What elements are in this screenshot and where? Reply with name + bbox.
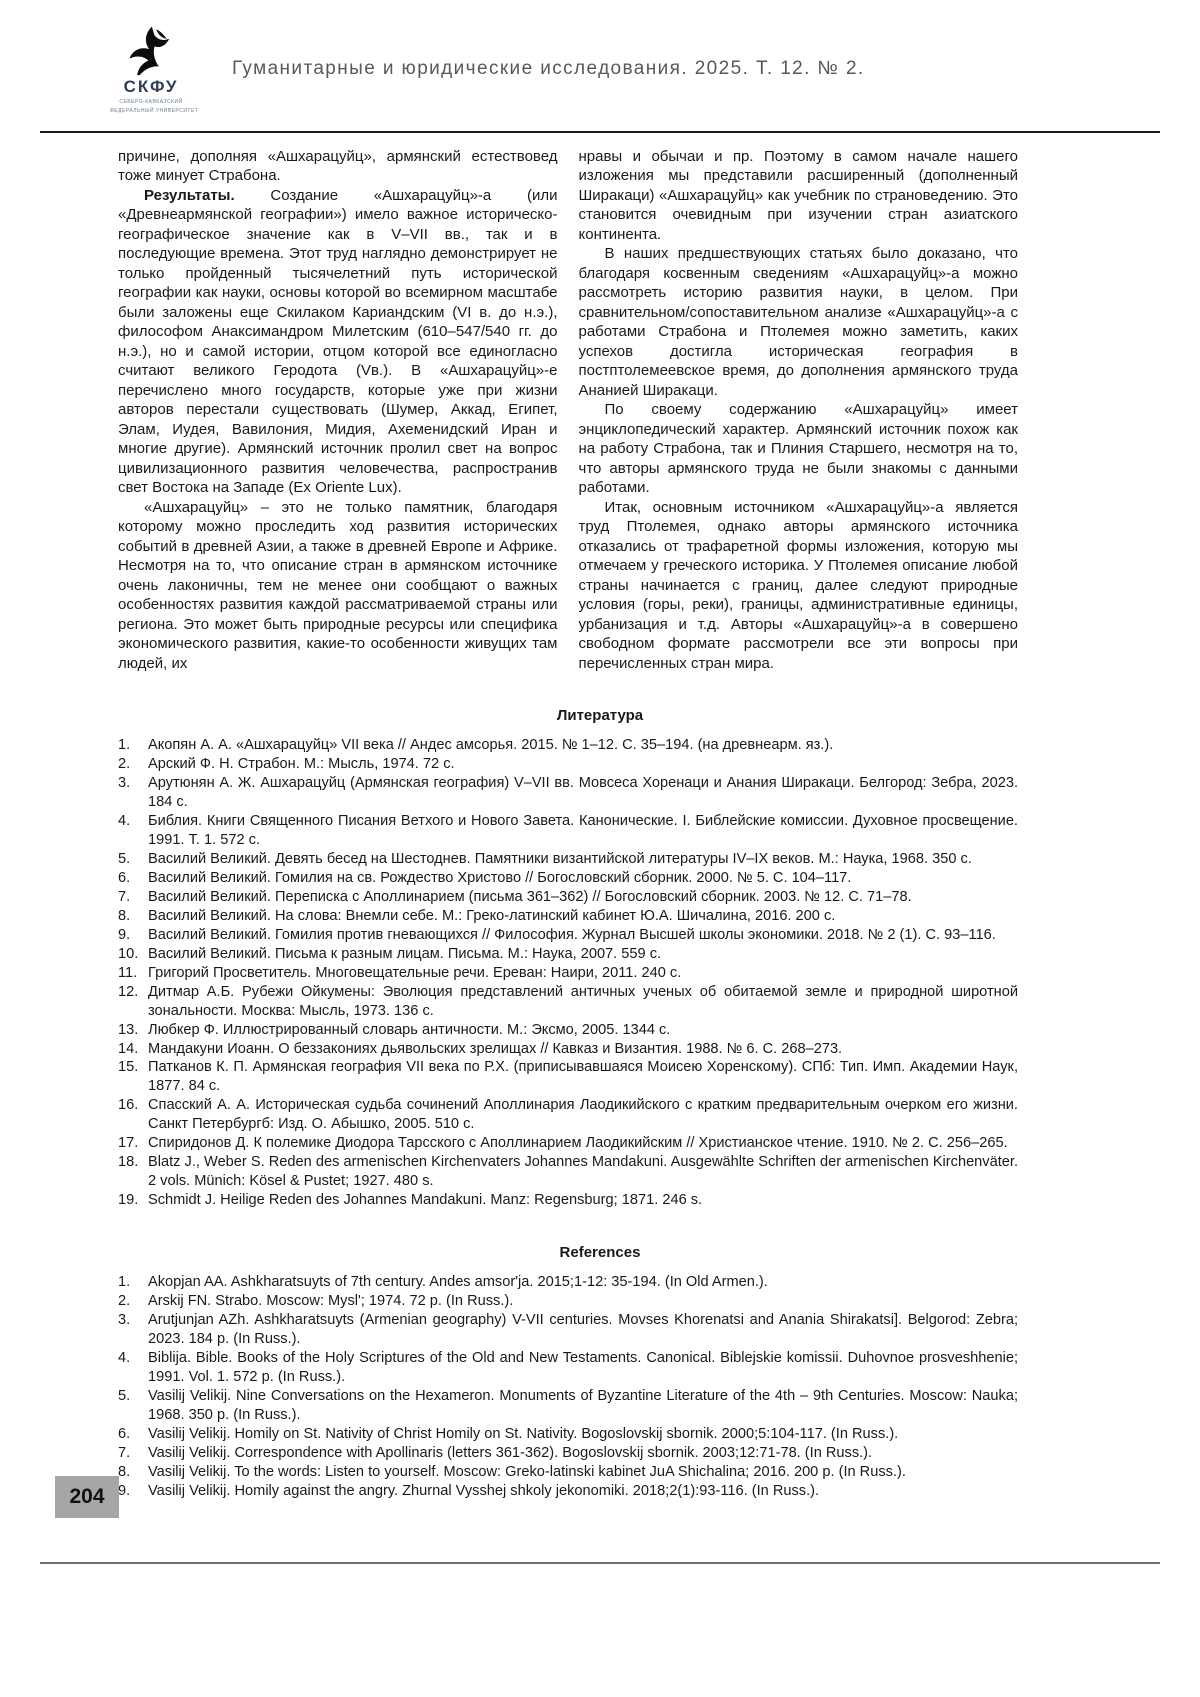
paragraph-text: Итак, основным источником «Ашхарацуйц»-а является труд Птолемея, однако авторы армянского источника отказались от трафаретной формы изложения, которую мы отмечаем у греческого историка. У Птолемея описание любой страны начинается с границ, далее следуют природные условия (горы, реки), границы, административные единицы, урбанизация и т.д. Авторы «Ашхарацуйц»-а в совершено свободном формате рассмотрели все эти вопросы при перечисленных стран мира. [578,498,1018,672]
footer-divider [40,1562,1160,1564]
paragraph-text: «Ашхарацуйц» – это не только памятник, благодаря которому можно проследить ход развития исторических событий в древней Азии, а также в древней Европе и Африке. Несмотря на то, что описание стран в армянском источнике очень лаконичны, тем не менее они сообщают о важных особенностях развития каждой рассматриваемой страны или региона. Это может быть природные ресурсы или специфика экономического развития, какие-то особенности живущих там людей, их [118,498,558,672]
literature-item: Дитмар А.Б. Рубежи Ойкумены: Эволюция представлений античных ученых об обитаемой земле и природной широтной зональности. Москва: Мысль, 1973. 136 с. [148,983,1018,1019]
literature-item: Спасский А. А. Историческая судьба сочинений Аполлинария Лаодикийского с кратким предварительным очерком его жизни. Санкт Петербургб: Изд. О. Абышко, 2005. 510 с. [148,1097,1018,1133]
literature-list [118,736,1018,1210]
left-column [118,147,558,674]
bird-emblem-icon [110,24,192,76]
paragraph-text: По своему содержанию «Ашхарацуйц» имеет энциклопедический характер. Армянский источник похож как на работу Страбона, так и Плиния Старшего, несмотря на то, что авторы армянского труда не были знакомы с данными работами. [578,401,1018,496]
literature-item: Арский Ф. Н. Страбон. М.: Мысль, 1974. 72 с. [148,755,455,772]
reference-item: Biblija. Bible. Books of the Holy Scriptures of the Old and New Testaments. Canonical. Biblejskie komissii. Duhovnoe prosveshhenie; 1991. Vol. 1. 572 p. (In Russ.). [148,1350,1018,1386]
paragraph-text: Создание «Ашхарацуйц»-а (или «Древнеармянской географии») имело важное историческо-географическое значение как в V–VII вв., так и в последующие времена. Этот труд наглядно демонстрирует не только пройденный тысячелетний путь исторической географии как науки, основы которой во всемирном масштабе были заложены еще Скилаком Кариандским (VI в. до н.э.), философом Анаксимандром Милетским (610–547/540 гг. до н.э.), но и самой истории, отцом которой все единогласно считают великого Геродота (Vв.). В «Ашхарацуйц»-е перечислено много государств, которые уже при жизни авторов перестали существовать (Шумер, Аккад, Египет, Элам, Иудея, Вавилония, Мидия, Ахеменидский Иран и многие другие). Армянский источник пролил свет на вопрос цивилизационного развития человечества, распространив свет Востока на Западе (Ex Oriente Lux). [118,186,558,496]
paragraph [579,400,1019,498]
literature-item: Григорий Просветитель. Многовещательные речи. Ереван: Наири, 2011. 240 с. [148,964,682,981]
literature-item: Василий Великий. Гомилия против гневающихся // Философия. Журнал Высшей школы экономики. 2018. № 2 (1). С. 93–116. [148,926,996,943]
literature-heading: Литература [556,707,644,724]
paragraph [118,498,558,674]
paragraph-text: нравы и обычаи и пр. Поэтому в самом начале нашего изложения мы представили расширенный (дополненный Ширакаци) «Ашхарацуйц» как учебник по страноведению. Это становится очевидным при изучении стран азиатского континента. [578,147,1018,243]
literature-item: Василий Великий. Письма к разным лицам. Письма. М.: Наука, 2007. 559 с. [148,945,662,962]
paragraph-lead: Результаты. [144,186,235,204]
logo-subtitle-line1: СЕВЕРО-КАВКАЗСКИЙ [119,99,183,105]
reference-item: Arutjunjan AZh. Ashkharatsuyts (Armenian geography) V-VII centuries. Movses Khorenatsi and Anania Shirakatsi]. Belgorod: Zebra; 2023. 184 p. (In Russ.). [148,1312,1018,1348]
literature-item: Василий Великий. Девять бесед на Шестоднев. Памятники византийской литературы IV–IX веков. М.: Наука, 1968. 350 с. [148,850,972,867]
right-column [579,147,1019,674]
literature-item: Арутюнян А. Ж. Ашхарацуйц (Армянская география) V–VII вв. Мовсеса Хоренаци и Анания Ширакаци. Белгород: Зебра, 2023. 184 с. [148,774,1018,810]
header-divider [40,131,1160,133]
page-number-badge: 204 [55,1476,119,1518]
paragraph [579,147,1019,245]
paragraph [118,186,558,498]
logo-subtitle-line2: ФЕДЕРАЛЬНЫЙ УНИВЕРСИТЕТ [110,107,199,114]
reference-item: Vasilij Velikij. Correspondence with Apollinaris (letters 361-362). Bogoslovskij sbornik. 2003;12:71-78. (In Russ.). [148,1444,873,1461]
literature-item: Schmidt J. Heilige Reden des Johannes Mandakuni. Manz: Regensburg; 1871. 246 s. [148,1192,703,1209]
reference-item: Vasilij Velikij. Homily against the angry. Zhurnal Vysshej shkoly jekonomiki. 2018;2(1):93-116. (In Russ.). [148,1482,820,1499]
literature-item: Библия. Книги Священного Писания Ветхого и Нового Завета. Канонические. I. Библейские комиссии. Духовное просвещение. 1991. Т. 1. 572 с. [148,812,1018,848]
paragraph [118,147,558,186]
literature-item: Мандакуни Иоанн. О беззакониях дьявольских зрелищах // Кавказ и Византия. 1988. № 6. С. 268–273. [148,1040,843,1057]
literature-item: Патканов К. П. Армянская география VII века по Р.Х. (приписывавшаяся Моисею Хоренскому). СПб: Тип. Имп. Академии Наук, 1877. 84 с. [148,1059,1018,1095]
literature-item: Спиридонов Д. К полемике Диодора Тарсского с Аполлинарием Лаодикийским // Христианское чтение. 1910. № 2. С. 256–265. [148,1135,1008,1152]
paragraph-text: причине, дополняя «Ашхарацуйц», армянский естествовед тоже минует Страбона. [118,147,558,184]
reference-item: Arskij FN. Strabo. Moscow: Mysl'; 1974. 72 p. (In Russ.). [148,1293,514,1310]
university-logo [110,24,199,115]
literature-item: Василий Великий. Гомилия на св. Рождество Христово // Богословский сборник. 2000. № 5. С. 104–117. [148,869,852,886]
reference-item: Vasilij Velikij. Homily on St. Nativity of Christ Homily on St. Nativity. Bogoslovskij sbornik. 2000;5:104-117. (In Russ.). [148,1425,899,1442]
logo-acronym: СКФУ [123,77,179,96]
literature-item: Любкер Ф. Иллюстрированный словарь античности. М.: Эксмо, 2005. 1344 с. [148,1021,671,1038]
paragraph [579,244,1019,400]
references-heading: References [559,1244,641,1262]
reference-item: Vasilij Velikij. Nine Conversations on the Hexameron. Monuments of Byzantine Literature of the 4th – 9th Centuries. Moscow: Nauka; 1968. 350 p. (In Russ.). [148,1388,1018,1423]
literature-item: Акопян А. А. «Ашхарацуйц» VII века // Андес амсорья. 2015. № 1–12. С. 35–194. (на древнеарм. яз.). [148,737,834,753]
article-body [118,147,1018,674]
reference-item: Akopjan AA. Ashkharatsuyts of 7th century. Andes amsor'ja. 2015;1-12: 35-194. (In Old Armen.). [148,1274,768,1291]
page-header [0,0,1200,125]
literature-item: Василий Великий. Переписка с Аполлинарием (письма 361–362) // Богословский сборник. 2003. № 12. С. 71–78. [148,888,912,905]
paragraph [579,498,1019,674]
literature-item: Blatz J., Weber S. Reden des armenischen Kirchenvaters Johannes Mandakuni. Ausgewählte Schriften der armenischen Kirchenväter. 2 vols. Münich: Kösel & Pustet; 1927. 480 s. [148,1154,1018,1190]
reference-item: Vasilij Velikij. To the words: Listen to yourself. Moscow: Greko-latinski kabinet JuA Shichalina; 2016. 200 p. (In Russ.). [148,1463,906,1480]
journal-title: Гуманитарные и юридические исследования. 2025. Т. 12. № 2. [232,58,865,80]
paragraph-text: В наших предшествующих статьях было доказано, что благодаря косвенным сведениям «Ашхарацуйц»-а можно рассмотреть историю развития науки, в целом. При сравнительном/сопоставительном анализе «Ашхарацуйц»-а с работами Страбона и Птолемея можно заметить, каких успехов достигла историческая география в постптолемеевское время, до дополнения армянского труда Ананией Ширакаци. [578,245,1018,399]
literature-item: Василий Великий. На слова: Внемли себе. М.: Греко-латинский кабинет Ю.А. Шичалина, 2016. 200 с. [148,907,836,924]
references-list [118,1273,1018,1501]
